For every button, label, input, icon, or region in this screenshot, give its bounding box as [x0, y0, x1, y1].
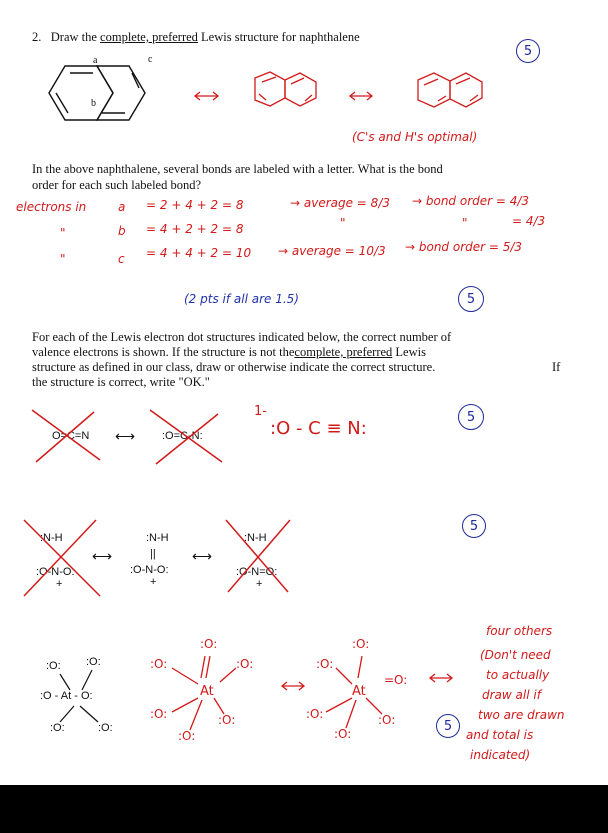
score-circle-row3: 5 — [436, 714, 460, 738]
row2-arrow-2: ⟷ — [192, 548, 213, 564]
row2-right-top: :N-H — [244, 532, 267, 544]
row2-left-top: :N-H — [40, 532, 63, 544]
score-circle-q2: 5 — [516, 39, 540, 63]
row2-right-bottom: :O-N=O: — [236, 566, 278, 578]
answer-a-average: → average = 8/3 — [290, 196, 390, 210]
answer-a-calc: = 2 + 4 + 2 = 8 — [146, 198, 244, 212]
row3-center-atom-1: At — [200, 684, 214, 699]
row2-middle-top: :N-H — [146, 532, 169, 544]
answer-b-calc: = 4 + 2 + 2 = 8 — [146, 222, 244, 236]
answer-c-result: → bond order = 5/3 — [405, 240, 523, 254]
svg-text::O:: :O: — [236, 657, 254, 671]
svg-text::O:: :O: — [306, 707, 324, 721]
question-2-prompt: 2. Draw the complete, preferred Lewis structure for naphthalene — [32, 30, 360, 44]
row3-note-line-2: (Don't need — [480, 648, 551, 662]
svg-text::O:: :O: — [316, 657, 334, 671]
row3-note-line-6: and total is — [466, 728, 534, 742]
answer-a-label: a — [118, 200, 126, 214]
svg-text::O:: :O: — [150, 707, 168, 721]
q3-paragraph-line-2: valence electrons is shown. If the structure is not thecomplete, preferred Lewis — [32, 345, 426, 359]
row2-left-charge: + — [56, 578, 63, 590]
answer-b-label: b — [118, 224, 126, 238]
row1-arrow: ⟷ — [115, 428, 136, 444]
row3-note-line-4: draw all if — [482, 688, 541, 702]
optional-note: (C's and H's optimal) — [352, 130, 478, 144]
answer-c-quote: " — [60, 252, 66, 266]
q3-paragraph-line-4: the structure is correct, write "OK." — [32, 375, 210, 389]
bond-question-line-2: order for each such labeled bond? — [32, 178, 202, 192]
bond-label-b: b — [91, 98, 96, 109]
bond-label-a: a — [93, 55, 98, 66]
svg-text::O:: :O: — [218, 713, 236, 727]
row1-structure-b: :O=C-N: — [162, 430, 203, 442]
row2-left-bottom: :O-N-O: — [36, 566, 75, 578]
answer-b-result: " — [462, 216, 468, 230]
row3-note-line-3: to actually — [486, 668, 550, 682]
scan-footer-bar — [0, 785, 608, 833]
row3-printed-left-o: :O: — [46, 660, 61, 672]
answer-c-average: → average = 10/3 — [278, 244, 386, 258]
svg-text:=O:: =O: — [384, 673, 408, 687]
score-circle-bond-order: 5 — [458, 286, 484, 312]
svg-text::O:: :O: — [352, 637, 370, 651]
row1-correction-charge: 1- — [254, 404, 267, 419]
svg-text::O:: :O: — [178, 729, 196, 743]
score-circle-row1: 5 — [458, 404, 484, 430]
row3-printed-lower-right: :O: — [98, 722, 113, 734]
bond-label-c: c — [148, 54, 153, 65]
answer-b-average: " — [340, 216, 346, 230]
bond-question-line-1: In the above naphthalene, several bonds are labeled with a letter. What is the bond — [32, 162, 443, 176]
answer-a-result: → bond order = 4/3 — [412, 194, 530, 208]
svg-text::O:: :O: — [200, 637, 218, 651]
answer-c-calc: = 4 + 4 + 2 = 10 — [146, 246, 252, 260]
svg-text::O:: :O: — [378, 713, 396, 727]
answer-c-label: c — [118, 252, 125, 266]
row3-printed-center: :O - At - O: — [40, 690, 93, 702]
row3-center-atom-2: At — [352, 684, 366, 699]
q3-paragraph-line-3-tail: If — [552, 360, 561, 374]
row3-note-line-7: indicated) — [470, 748, 531, 762]
row2-right-charge: + — [256, 578, 263, 590]
answer-b-value: = 4/3 — [512, 214, 546, 228]
answer-b-quote: " — [60, 226, 66, 240]
row1-correction: :O - C ≡ N: — [270, 418, 367, 439]
row2-arrow-1: ⟷ — [92, 548, 113, 564]
points-note: (2 pts if all are 1.5) — [184, 292, 299, 306]
q3-paragraph-line-1: For each of the Lewis electron dot structures indicated below, the correct number of — [32, 330, 452, 344]
row2-middle-bottom: :O-N-O: — [130, 564, 169, 576]
row1-structure-a: O=C=N — [52, 430, 90, 442]
row3-note-line-5: two are drawn — [478, 708, 565, 722]
row3-printed-top-o: :O: — [86, 656, 101, 668]
svg-text::O:: :O: — [150, 657, 168, 671]
svg-text::O:: :O: — [334, 727, 352, 741]
row3-note-line-1: four others — [486, 624, 553, 638]
score-circle-row2: 5 — [462, 514, 486, 538]
q3-paragraph-line-3: structure as defined in our class, draw or otherwise indicate the correct structure. — [32, 360, 436, 374]
answer-prefix: electrons in — [16, 200, 87, 214]
row2-middle-charge: + — [150, 576, 157, 588]
row2-middle-bond: || — [150, 548, 156, 560]
row3-printed-lower-left: :O: — [50, 722, 65, 734]
